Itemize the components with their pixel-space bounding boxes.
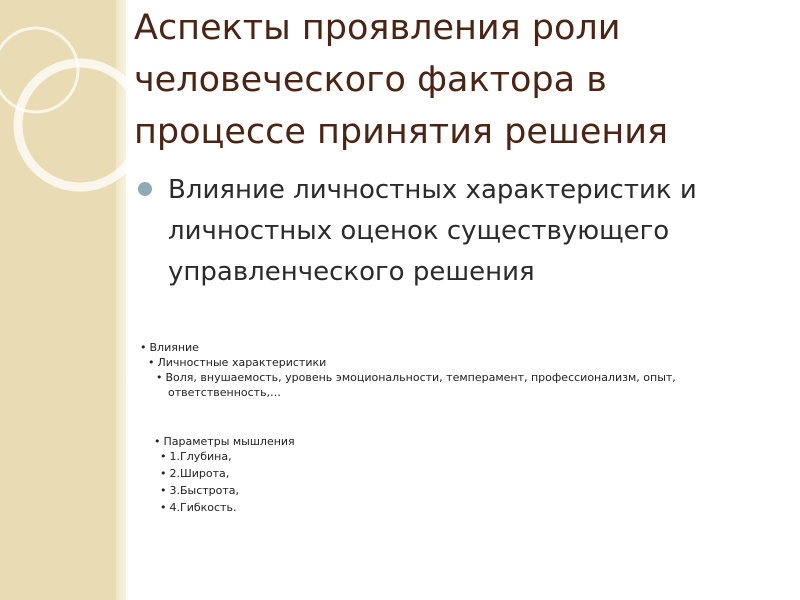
list-item xyxy=(156,370,756,400)
list-item xyxy=(154,434,780,449)
list-item xyxy=(148,355,780,370)
list-item-text: Воля, внушаемость, уровень эмоциональности, темперамент, профессионализм, опыт, xyxy=(165,371,676,384)
list-item-text: 1.Глубина, xyxy=(169,450,232,463)
bullet-dot-icon xyxy=(138,182,152,196)
list-item xyxy=(140,340,780,355)
list-item-text: Влияние xyxy=(149,341,199,354)
main-bullet xyxy=(138,170,778,293)
bullet-icon: • xyxy=(160,484,167,497)
list-item-text: 4.Гибкость. xyxy=(169,501,237,514)
list-item-text: 2.Широта, xyxy=(169,467,230,480)
bullet-icon: • xyxy=(160,467,167,480)
decorative-ring-small xyxy=(0,28,78,112)
slide-title: Аспекты проявления роли человеческого фактора в процессе принятия решения xyxy=(134,8,669,152)
bullet-icon: • xyxy=(160,501,167,514)
list-item-text: 3.Быстрота, xyxy=(169,484,240,497)
spacer xyxy=(140,400,780,434)
bullet-icon: • xyxy=(140,341,147,354)
decorative-circles xyxy=(0,0,140,200)
bullet-icon: • xyxy=(148,356,155,369)
list-item xyxy=(160,449,780,464)
list-item-text: Параметры мышления xyxy=(163,435,295,448)
main-bullet-text: Влияние личностных характеристик и личностных оценок существующего управленческого решения xyxy=(168,175,697,287)
list-item-text: Личностные характеристики xyxy=(157,356,327,369)
sub-bullet-list xyxy=(140,340,780,515)
list-item xyxy=(160,500,780,515)
bullet-icon: • xyxy=(160,450,167,463)
decorative-ring-large xyxy=(18,63,140,187)
bullet-icon: • xyxy=(156,371,163,384)
list-item xyxy=(160,483,780,498)
list-item-text-continued: ответственность,… xyxy=(168,386,282,399)
bullet-icon: • xyxy=(154,435,161,448)
list-item xyxy=(160,466,780,481)
